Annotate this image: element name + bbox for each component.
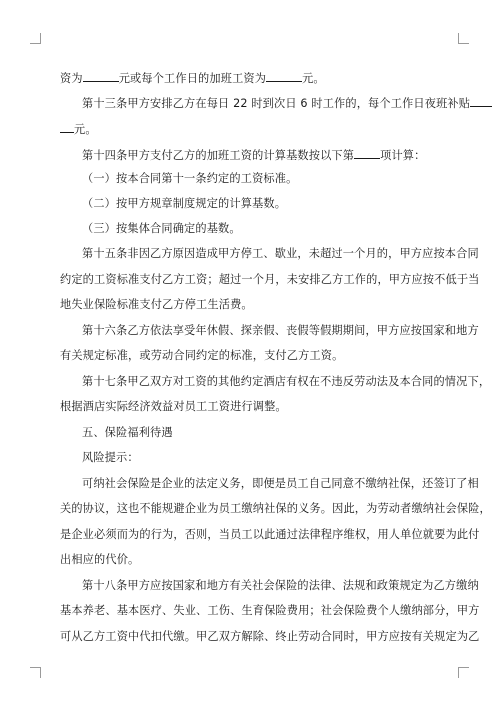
risk-note-label	[82, 451, 139, 465]
text-line	[82, 172, 297, 186]
text-run: （二）按甲方规章制度规定的计算基数。	[82, 197, 287, 210]
text-line	[60, 604, 480, 618]
text-line	[82, 375, 490, 389]
text-run: 第十五条非因乙方原因造成甲方停工、歇业，未超过一个月的，甲方应按本合同	[82, 247, 479, 260]
text-run: 第十四条甲方支付乙方的加班工资的计算基数按以下第	[82, 149, 355, 162]
text-run: 五、保险福利待遇	[82, 426, 173, 439]
text-line	[60, 70, 325, 84]
fill-in-blank	[266, 70, 302, 82]
text-line	[60, 630, 480, 644]
text-run: 是企业必须而为的行为，否则，当员工以此通过法律程序维权，用人单位就要为此付	[60, 528, 480, 541]
text-run: （一）按本合同第十一条约定的工资标准。	[82, 172, 298, 185]
text-run: 地失业保险标准支付乙方停工生活费。	[60, 298, 253, 311]
text-run: （三）按集体合同确定的基数。	[82, 222, 241, 235]
text-run: 出相应的代价。	[60, 553, 140, 566]
text-line	[82, 222, 241, 236]
section-heading	[82, 426, 173, 440]
crop-mark-top-right	[458, 33, 469, 44]
text-line	[82, 324, 479, 338]
text-run: 有关规定标准，或劳动合同约定的标准，支付乙方工资。	[60, 349, 344, 362]
crop-mark-top-left	[30, 33, 41, 44]
text-run: 可从乙方工资中代扣代缴。甲乙双方解除、终止劳动合同时，甲方应按有关规定为乙	[60, 630, 480, 643]
text-run: 元。	[302, 72, 325, 85]
text-line	[60, 528, 480, 542]
text-run: 元或每个工作日的加班工资为	[118, 72, 267, 85]
text-line	[82, 147, 425, 161]
text-run: 资为	[60, 72, 83, 85]
text-line	[60, 121, 97, 135]
text-run: 风险提示：	[82, 451, 139, 464]
text-line	[60, 349, 343, 363]
crop-mark-bottom-right	[458, 667, 469, 678]
text-run: 第十七条甲乙双方对工资的其他约定酒店有权在不违反劳动法及本合同的情况下，	[82, 375, 491, 388]
text-line	[82, 247, 479, 261]
text-line	[60, 400, 287, 414]
text-line	[60, 273, 480, 287]
text-run: 第十六条乙方依法享受年休假、探亲假、丧假等假期期间，甲方应按国家和地方	[82, 324, 479, 337]
text-line	[60, 298, 253, 312]
text-line	[82, 95, 492, 109]
text-line	[60, 502, 491, 516]
text-line	[60, 553, 139, 567]
text-line	[82, 579, 479, 593]
text-run: 第十三条甲方安排乙方在每日 22 时到次日 6 时工作的，每个工作日夜班补贴	[82, 97, 471, 110]
text-line	[82, 197, 286, 211]
text-run: 基本养老、基本医疗、失业、工伤、生育保险费用；社会保险费个人缴纳部分，甲方	[60, 604, 480, 617]
text-run: 项计算：	[380, 149, 426, 162]
text-run: 元。	[74, 123, 97, 136]
fill-in-blank	[60, 121, 74, 133]
fill-in-blank	[354, 147, 380, 159]
text-run: 第十八条甲方应按国家和地方有关社会保险的法律、法规和政策规定为乙方缴纳	[82, 579, 479, 592]
text-run: 可纳社会保险是企业的法定义务，即便是员工自己同意不缴纳社保，还签订了相	[82, 477, 479, 490]
text-run: 根据酒店实际经济效益对员工工资进行调整。	[60, 400, 287, 413]
text-line	[82, 477, 479, 491]
text-run: 约定的工资标准支付乙方工资；超过一个月，未安排乙方工作的，甲方应按不低于当	[60, 273, 480, 286]
fill-in-blank	[470, 95, 492, 107]
text-run: 关的协议，这也不能规避企业为员工缴纳社保的义务。因此，为劳动者缴纳社会保险，	[60, 502, 491, 515]
fill-in-blank	[83, 70, 119, 82]
crop-mark-bottom-left	[30, 667, 41, 678]
